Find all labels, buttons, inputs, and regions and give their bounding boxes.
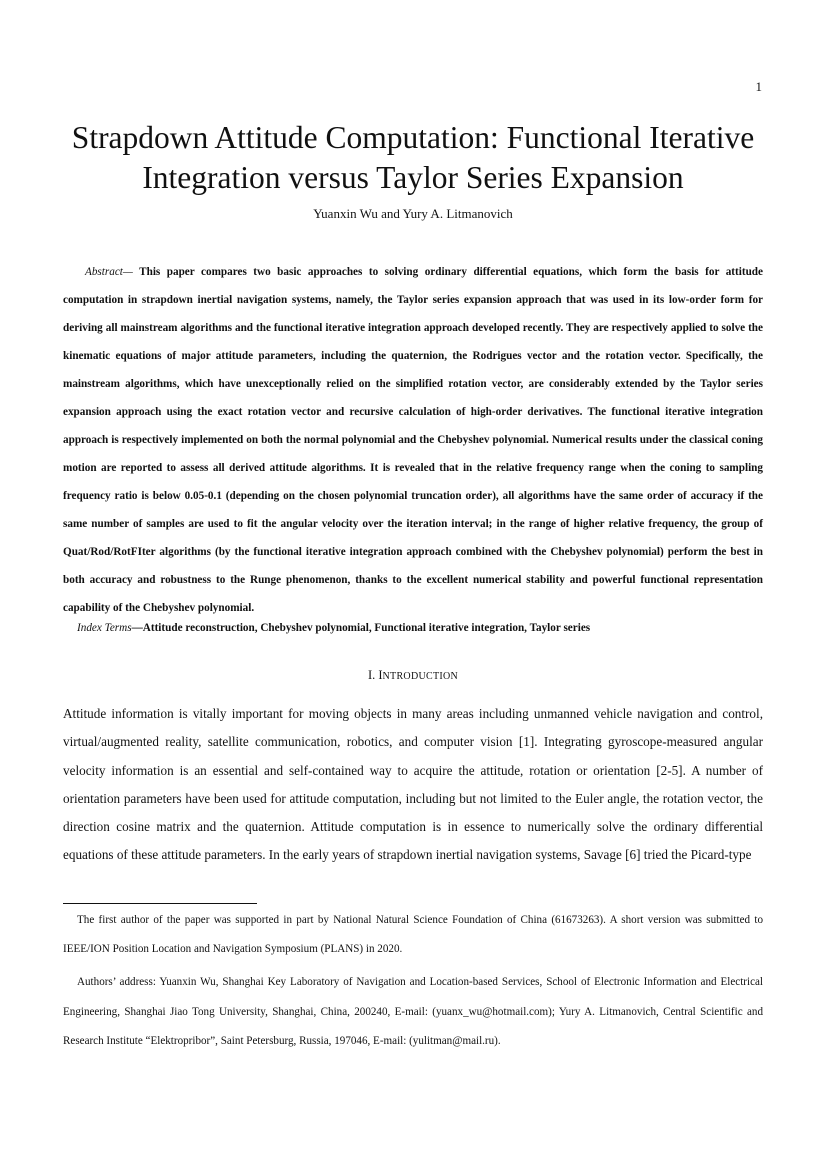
section-title-rest: NTRODUCTION <box>382 671 459 682</box>
abstract-label: Abstract— <box>85 266 133 278</box>
footnote-address: Authors’ address: Yuanxin Wu, Shanghai Key Laboratory of Navigation and Location-based Services, School of Electronic Information and Electrical Engineering, Shanghai Jiao Tong University, Shanghai, China, 200240, E-mail: (yuanx_wu@hotmail.com); Yury A. Litmanovich, Central Scientific and Research Institute “Elektropribor”, Saint Petersburg, Russia, 197046, E-mail: (yulitman@mail.ru). <box>63 976 763 1047</box>
page-number: 1 <box>755 79 762 94</box>
section-first-letter: I <box>378 668 383 682</box>
section-numeral: I. <box>367 668 376 682</box>
author-line: Yuanxin Wu and Yury A. Litmanovich <box>313 206 513 221</box>
footnotes <box>63 906 763 1056</box>
abstract-text: This paper compares two basic approaches to solving ordinary differential equations, which form the basis for attitude computation in strapdown inertial navigation systems, namely, the Taylor series expansion approach that was used in its low-order form for deriving all mainstream algorithms and the functional iterative integration approach developed recently. They are respectively applied to solve the kinematic equations of major attitude parameters, including the quaternion, the Rodrigues vector and the rotation vector. Specifically, the mainstream algorithms, which have unexceptionally relied on the simplified rotation vector, are considerably extended by the Taylor series expansion approach using the exact rotation vector and recursive calculation of high-order derivatives. The functional iterative integration approach is respectively implemented on both the normal polynomial and the Chebyshev polynomial. Numerical results under the classical coning motion are reported to assess all derived attitude algorithms. It is revealed that in the relative frequency range when the coning to sampling frequency ratio is below 0.05-0.1 (depending on the chosen polynomial truncation order), all algorithms have the same order of accuracy if the same number of samples are used to fit the angular velocity over the iteration interval; in the range of higher relative frequency, the group of Quat/Rod/RotFIter algorithms (by the functional iterative integration approach combined with the Chebyshev polynomial) perform the best in both accuracy and robustness to the Runge phenomenon, thanks to the excellent numerical stability and powerful functional representation capability of the Chebyshev polynomial. <box>63 266 763 614</box>
index-terms-label: Index Terms <box>77 622 132 634</box>
body-paragraph: Attitude information is vitally important for moving objects in many areas including unmanned vehicle navigation and control, virtual/augmented reality, satellite communication, robotics, and computer vision [1]. Integrating gyroscope-measured angular velocity information is an essential and self-contained way to acquire the attitude, rotation or orientation [2-5]. A number of orientation parameters have been used for attitude computation, including but not limited to the Euler angle, the rotation vector, the direction cosine matrix and the quaternion. Attitude computation is in essence to numerically solve the ordinary differential equations of these attitude parameters. In the early years of strapdown inertial navigation systems, Savage [6] tried the Picard-type <box>63 706 763 863</box>
paper-title: Strapdown Attitude Computation: Functional Iterative Integration versus Taylor Series Expansion <box>71 120 755 195</box>
index-terms <box>77 622 767 634</box>
abstract <box>63 258 763 622</box>
footnote-funding: The first author of the paper was supported in part by National Natural Science Foundation of China (61673263). A short version was submitted to IEEE/ION Position Location and Navigation Symposium (PLANS) in 2020. <box>63 914 763 956</box>
footnote-divider <box>63 903 257 904</box>
section-heading <box>0 668 826 683</box>
index-terms-text: —Attitude reconstruction, Chebyshev polynomial, Functional iterative integration, Taylor series <box>131 622 591 634</box>
